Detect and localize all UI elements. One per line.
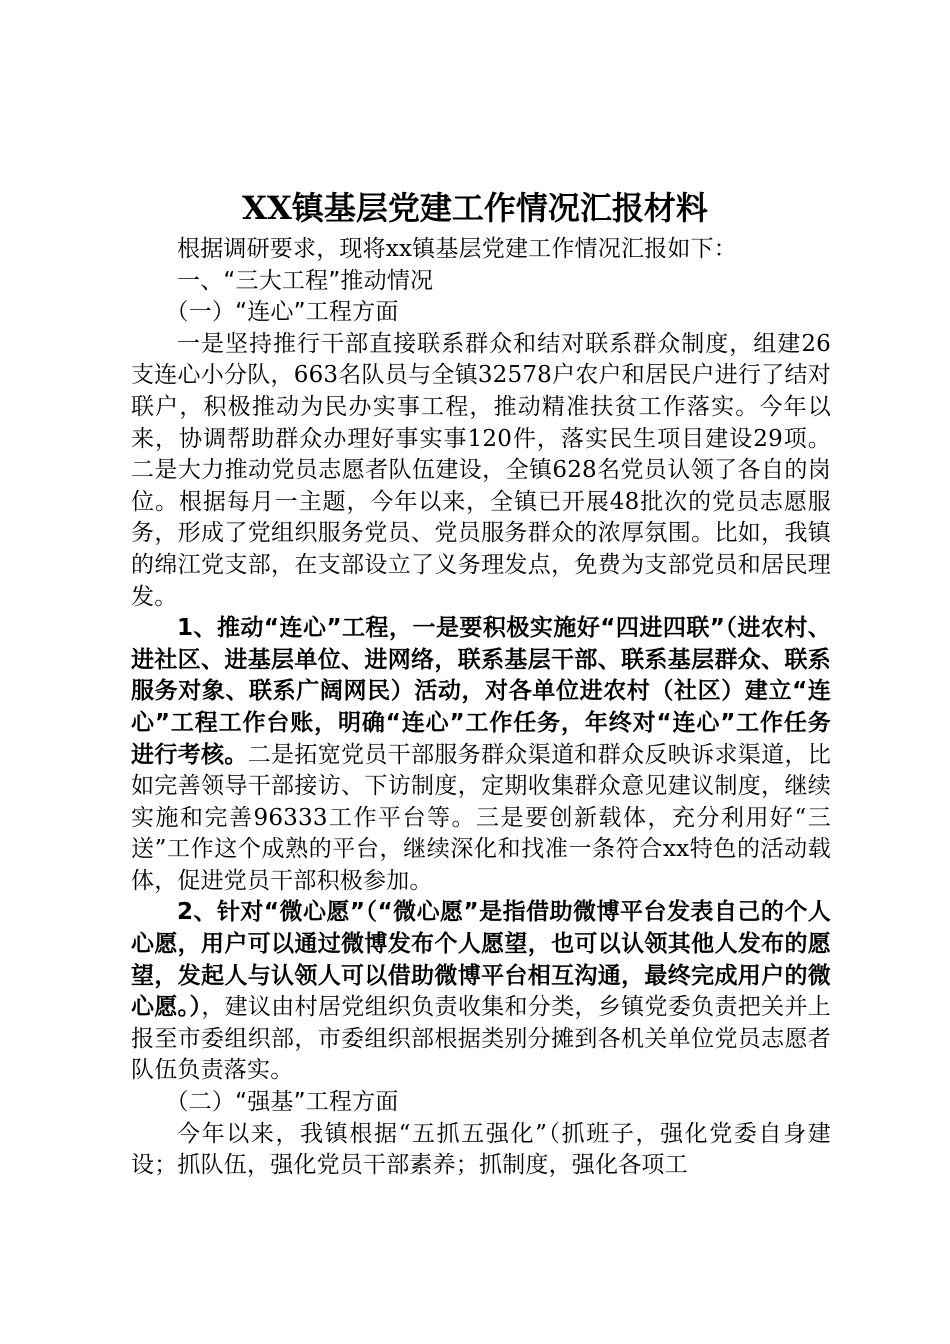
section-heading-1: 一、“三大工程”推动情况 bbox=[177, 267, 434, 294]
paragraph-2-rest: 二是拓宽党员干部服务群众渠道和群众反映诉求渠道，比如完善领导干部接访、下访制度，定期收集群众意见建议制度，继续实施和完善96333工作平台等。三是要创新载体，充分利用好“三送”工作这个成熟的平台，继续深化和找准一条符合xx特色的活动载体，促进党员干部积极参加。 bbox=[131, 741, 832, 894]
paragraph-3-bold: 2、针对“微心愿”（“微心愿”是指借助微博平台发表自己的个人心愿，用户可以通过微博发布个人愿望，也可以认领其他人发布的愿望，发起人与认领人可以借助微博平台相互沟通，最终完成用户的微心愿。） bbox=[131, 899, 831, 1021]
subsection-heading-2: （二）“强基”工程方面 bbox=[165, 1089, 399, 1116]
intro-paragraph: 根据调研要求，现将xx镇基层党建工作情况汇报如下： bbox=[177, 236, 737, 262]
paragraph-3-rest: ，建议由村居党组织负责收集和分类，乡镇党委负责把关并上报至市委组织部，市委组织部根据类别分摊到各机关单位党员志愿者队伍负责落实。 bbox=[131, 994, 831, 1084]
paragraph-1: 一是坚持推行干部直接联系群众和结对联系群众制度，组建26支连心小分队，663名队员与全镇32578户农户和居民户进行了结对联户，积极推动为民办实事工程，推动精准扶贫工作落实。今年以来，协调帮助群众办理好事实事120件，落实民生项目建设29项。二是大力推动党员志愿者队伍建设，全镇628名党员认领了各自的岗位。根据每月一主题，今年以来，全镇已开展48批次的党员志愿服务，形成了党组织服务党员、党员服务群众的浓厚氛围。比如，我镇的绵江党支部，在支部设立了义务理发点，免费为支部党员和居民理发。 bbox=[131, 330, 831, 610]
paragraph-3 bbox=[131, 897, 831, 1087]
subsection-heading-1: （一）“连心”工程方面 bbox=[165, 299, 399, 326]
document-title: XX镇基层党建工作情况汇报材料 bbox=[242, 189, 708, 227]
paragraph-2 bbox=[131, 613, 831, 897]
document-body bbox=[131, 234, 831, 1182]
paragraph-2-bold: 1、推动“连心”工程，一是要积极实施好“四进四联”（进农村、进社区、进基层单位、进网络，联系基层干部、联系基层群众、联系服务对象、联系广阔网民）活动，对各单位进农村（社区）建立“连心”工程工作台账，明确“连心”工作任务，年终对“连心”工作任务进行考核。 bbox=[131, 615, 831, 768]
paragraph-4: 今年以来，我镇根据“五抓五强化”（抓班子，强化党委自身建设；抓队伍，强化党员干部素养；抓制度，强化各项工 bbox=[131, 1120, 831, 1179]
